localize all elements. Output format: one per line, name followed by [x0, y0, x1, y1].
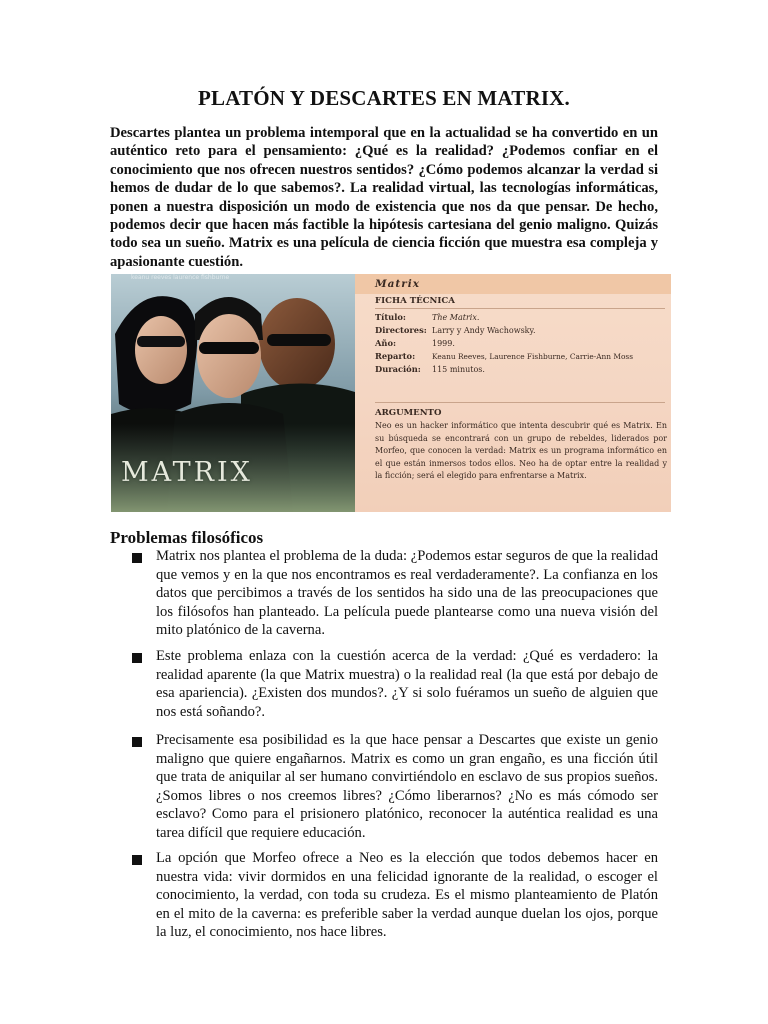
row-value: Larry y Andy Wachowsky.: [432, 326, 536, 335]
argumento-heading: ARGUMENTO: [375, 408, 442, 418]
row-value: Keanu Reeves, Laurence Fishburne, Carrie-Ann Moss: [432, 352, 633, 361]
card-film-title: Matrix: [375, 278, 421, 290]
bullet-square-icon: [132, 553, 142, 563]
row-label: Año:: [375, 338, 397, 348]
card-row-reparto: [375, 351, 633, 361]
argumento-text: Neo es un hacker informático que intenta descubrir qué es Matrix. En su búsqueda se encontrará con un grupo de rebeldes, liderados por Morfeo, que conocen la verdad: Matrix es un programa informático en el que están inmersos todos ellos. Neo ha de optar entre la realidad y la ficción; será el elegido para enfrentarse a Matrix.: [375, 421, 667, 481]
list-item-text: Matrix nos plantea el problema de la duda: ¿Podemos estar seguros de que la realidad que vemos y en la que nos encontramos es real verdaderamente?. La confianza en los datos que percibimos a través de los sentidos ha sido una de las preocupaciones que los filósofos han planteado. La película puede plantearse como una nueva visión del mito platónico de la caverna.: [156, 548, 658, 639]
list-item-text: Este problema enlaza con la cuestión acerca de la verdad: ¿Qué es verdadero: la realidad aparente (la que Matrix muestra) o la realidad real (la que está por debajo de esa apariencia). ¿Existen dos mundos?. ¿Y si solo fuéramos un sueño de alguien que nos está soñando?.: [156, 648, 658, 720]
bullet-square-icon: [132, 653, 142, 663]
card-row-ano: [375, 338, 455, 348]
card-divider: [375, 308, 665, 309]
matrix-poster-image: [111, 274, 355, 512]
bullet-square-icon: [132, 737, 142, 747]
section-heading: Problemas filosóficos: [110, 528, 264, 547]
film-figure: [111, 274, 671, 512]
card-row-directores: [375, 325, 536, 335]
bullet-square-icon: [132, 855, 142, 865]
poster-cast-line: keanu reeves laurence fishburne: [131, 274, 230, 281]
row-value: 115 minutos.: [432, 365, 485, 374]
document-title: PLATÓN Y DESCARTES EN MATRIX.: [197, 86, 571, 110]
row-label: Duración:: [375, 364, 421, 374]
row-label: Reparto:: [375, 351, 416, 361]
list-item-text: La opción que Morfeo ofrece a Neo es la elección que todos debemos hacer en nuestra vida: vivir dormidos en una felicidad ignorante de la realidad, o escoger el conocimiento, la verdad, con toda su crudeza. Es el mismo planteamiento de Platón en el mito de la caverna: es preferible saber la verdad aunque duelan los ojos, porque la luz, el conocimiento, nos hace libres.: [156, 850, 658, 941]
poster-logo: MATRIX: [121, 457, 253, 488]
card-row-titulo: [375, 312, 479, 322]
row-label: Título:: [375, 312, 406, 322]
card-divider: [375, 402, 665, 403]
intro-paragraph: Descartes plantea un problema intemporal que en la actualidad se ha convertido en un auténtico reto para el pensamiento: ¿Qué es la realidad? ¿Podemos confiar en el conocimiento que nos ofrecen nuestros sentidos? ¿Cómo podemos alcanzar la verdad si hemos de dudar de lo que sabemos?. La realidad virtual, las tecnologías informáticas, ponen a nuestra disposición un modo de existencia que nos da que pensar. De hecho, podemos decir que hacen más factible la hipótesis cartesiana del genio maligno. Quizás todo sea un sueño. Matrix es una película de ciencia ficción que muestra esa compleja y apasionante cuestión.: [110, 125, 658, 270]
ficha-tecnica-heading: FICHA TÉCNICA: [375, 296, 455, 306]
row-value: 1999.: [432, 339, 455, 348]
list-item-text: Precisamente esa posibilidad es la que hace pensar a Descartes que existe un genio maligno que quiere engañarnos. Matrix es como un gran engaño, es una ficción útil que trata de aniquilar al ser humano convirtiéndolo en esclavo de sus propios sueños. ¿Somos libres o nos creemos libres? ¿Cómo liberarnos? ¿No es más cómodo ser esclavo? Como para el prisionero platónico, reconocer la auténtica realidad es una tarea difícil que requiere educación.: [156, 732, 658, 841]
card-row-duracion: [375, 364, 485, 374]
row-value: The Matrix.: [432, 313, 480, 322]
film-info-card: [355, 274, 671, 512]
row-label: Directores:: [375, 325, 427, 335]
